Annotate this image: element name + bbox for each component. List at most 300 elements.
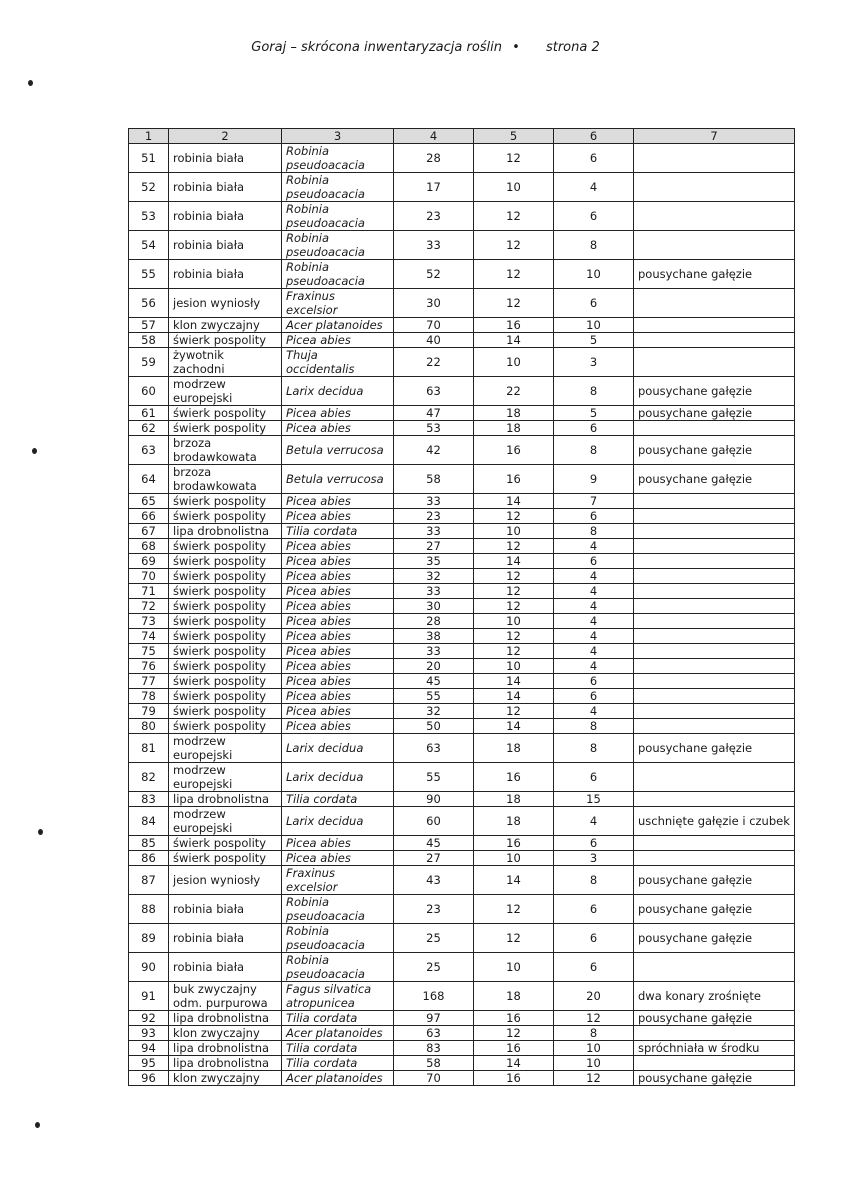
cell-remarks [634, 1056, 795, 1071]
cell-number: 74 [129, 629, 169, 644]
cell-latin-name: Picea abies [282, 406, 394, 421]
table-row [129, 584, 795, 599]
cell-value-5: 12 [474, 260, 554, 289]
cell-value-5: 12 [474, 924, 554, 953]
cell-value-6: 3 [554, 348, 634, 377]
cell-value-6: 4 [554, 807, 634, 836]
cell-value-4: 55 [394, 689, 474, 704]
cell-common-name: jesion wyniosły [169, 289, 282, 318]
cell-number: 79 [129, 704, 169, 719]
cell-value-4: 17 [394, 173, 474, 202]
cell-latin-name: Picea abies [282, 719, 394, 734]
cell-value-5: 12 [474, 569, 554, 584]
cell-number: 92 [129, 1011, 169, 1026]
cell-value-5: 10 [474, 614, 554, 629]
cell-latin-name: Picea abies [282, 836, 394, 851]
cell-value-4: 23 [394, 895, 474, 924]
cell-number: 64 [129, 465, 169, 494]
cell-number: 86 [129, 851, 169, 866]
cell-remarks [634, 421, 795, 436]
cell-remarks [634, 144, 795, 173]
cell-value-5: 12 [474, 539, 554, 554]
cell-remarks [634, 231, 795, 260]
table-row [129, 260, 795, 289]
cell-value-4: 50 [394, 719, 474, 734]
cell-value-5: 16 [474, 436, 554, 465]
cell-number: 70 [129, 569, 169, 584]
cell-remarks [634, 629, 795, 644]
table-row [129, 851, 795, 866]
table-row [129, 807, 795, 836]
cell-common-name: robinia biała [169, 260, 282, 289]
cell-latin-name: Tilia cordata [282, 524, 394, 539]
cell-value-4: 52 [394, 260, 474, 289]
table-row [129, 982, 795, 1011]
cell-value-5: 12 [474, 629, 554, 644]
cell-value-4: 45 [394, 674, 474, 689]
cell-remarks [634, 202, 795, 231]
cell-common-name: modrzew europejski [169, 763, 282, 792]
scan-speck [38, 829, 43, 835]
cell-value-4: 23 [394, 202, 474, 231]
cell-latin-name: Robinia pseudoacacia [282, 202, 394, 231]
cell-remarks: pousychane gałęzie [634, 924, 795, 953]
cell-latin-name: Tilia cordata [282, 1011, 394, 1026]
cell-value-5: 14 [474, 719, 554, 734]
cell-common-name: świerk pospolity [169, 614, 282, 629]
column-header: 5 [474, 129, 554, 144]
table-row [129, 629, 795, 644]
cell-remarks [634, 674, 795, 689]
cell-value-4: 97 [394, 1011, 474, 1026]
cell-value-5: 10 [474, 659, 554, 674]
cell-common-name: klon zwyczajny [169, 318, 282, 333]
cell-value-4: 53 [394, 421, 474, 436]
cell-remarks [634, 719, 795, 734]
cell-value-6: 4 [554, 704, 634, 719]
cell-value-6: 6 [554, 144, 634, 173]
cell-number: 93 [129, 1026, 169, 1041]
cell-value-5: 12 [474, 144, 554, 173]
cell-value-6: 3 [554, 851, 634, 866]
cell-latin-name: Picea abies [282, 644, 394, 659]
cell-value-4: 20 [394, 659, 474, 674]
cell-number: 66 [129, 509, 169, 524]
cell-value-4: 27 [394, 851, 474, 866]
cell-remarks [634, 599, 795, 614]
cell-number: 82 [129, 763, 169, 792]
cell-value-4: 70 [394, 1071, 474, 1086]
bullet-separator: • [512, 40, 520, 55]
cell-value-5: 22 [474, 377, 554, 406]
cell-number: 68 [129, 539, 169, 554]
cell-latin-name: Picea abies [282, 584, 394, 599]
cell-value-5: 16 [474, 1041, 554, 1056]
cell-number: 69 [129, 554, 169, 569]
column-header: 6 [554, 129, 634, 144]
cell-latin-name: Acer platanoides [282, 1026, 394, 1041]
cell-latin-name: Picea abies [282, 629, 394, 644]
page-header [0, 40, 851, 55]
cell-remarks [634, 704, 795, 719]
table-row [129, 1041, 795, 1056]
cell-common-name: świerk pospolity [169, 421, 282, 436]
cell-remarks [634, 289, 795, 318]
cell-number: 75 [129, 644, 169, 659]
cell-value-4: 27 [394, 539, 474, 554]
cell-value-4: 55 [394, 763, 474, 792]
cell-common-name: buk zwyczajny odm. purpurowa [169, 982, 282, 1011]
cell-number: 58 [129, 333, 169, 348]
column-header: 2 [169, 129, 282, 144]
cell-value-4: 58 [394, 465, 474, 494]
cell-latin-name: Picea abies [282, 554, 394, 569]
table-row [129, 599, 795, 614]
cell-value-4: 60 [394, 807, 474, 836]
table-row [129, 689, 795, 704]
cell-latin-name: Betula verrucosa [282, 436, 394, 465]
cell-latin-name: Picea abies [282, 333, 394, 348]
cell-value-4: 63 [394, 377, 474, 406]
cell-common-name: klon zwyczajny [169, 1071, 282, 1086]
cell-remarks [634, 539, 795, 554]
cell-value-5: 12 [474, 599, 554, 614]
cell-latin-name: Picea abies [282, 494, 394, 509]
column-header: 1 [129, 129, 169, 144]
cell-value-4: 32 [394, 704, 474, 719]
cell-value-6: 6 [554, 689, 634, 704]
table-row [129, 494, 795, 509]
table-row [129, 173, 795, 202]
cell-value-5: 18 [474, 421, 554, 436]
cell-latin-name: Picea abies [282, 689, 394, 704]
cell-common-name: żywotnik zachodni [169, 348, 282, 377]
table-row [129, 719, 795, 734]
inventory-table [128, 128, 795, 1086]
cell-common-name: świerk pospolity [169, 554, 282, 569]
cell-value-6: 8 [554, 231, 634, 260]
cell-number: 53 [129, 202, 169, 231]
cell-latin-name: Acer platanoides [282, 318, 394, 333]
cell-latin-name: Robinia pseudoacacia [282, 924, 394, 953]
cell-common-name: świerk pospolity [169, 509, 282, 524]
cell-value-5: 14 [474, 333, 554, 348]
cell-latin-name: Betula verrucosa [282, 465, 394, 494]
cell-value-4: 22 [394, 348, 474, 377]
cell-value-4: 43 [394, 866, 474, 895]
cell-common-name: świerk pospolity [169, 851, 282, 866]
cell-latin-name: Robinia pseudoacacia [282, 144, 394, 173]
cell-value-6: 4 [554, 539, 634, 554]
scan-speck [28, 80, 33, 86]
cell-common-name: robinia biała [169, 173, 282, 202]
cell-remarks [634, 836, 795, 851]
cell-common-name: świerk pospolity [169, 599, 282, 614]
cell-number: 56 [129, 289, 169, 318]
cell-latin-name: Fagus silvatica atropunicea [282, 982, 394, 1011]
cell-value-6: 4 [554, 569, 634, 584]
cell-value-6: 6 [554, 895, 634, 924]
cell-value-5: 16 [474, 1071, 554, 1086]
cell-common-name: lipa drobnolistna [169, 1041, 282, 1056]
cell-latin-name: Picea abies [282, 851, 394, 866]
cell-value-6: 15 [554, 792, 634, 807]
cell-common-name: modrzew europejski [169, 377, 282, 406]
cell-latin-name: Robinia pseudoacacia [282, 895, 394, 924]
table-row [129, 144, 795, 173]
table-row [129, 644, 795, 659]
cell-latin-name: Picea abies [282, 704, 394, 719]
table-row [129, 895, 795, 924]
cell-number: 67 [129, 524, 169, 539]
cell-value-6: 6 [554, 674, 634, 689]
cell-value-5: 18 [474, 734, 554, 763]
column-header: 4 [394, 129, 474, 144]
cell-latin-name: Larix decidua [282, 734, 394, 763]
cell-latin-name: Picea abies [282, 509, 394, 524]
cell-latin-name: Robinia pseudoacacia [282, 173, 394, 202]
cell-number: 51 [129, 144, 169, 173]
cell-value-4: 63 [394, 734, 474, 763]
cell-remarks [634, 494, 795, 509]
cell-value-4: 38 [394, 629, 474, 644]
cell-number: 88 [129, 895, 169, 924]
cell-value-4: 45 [394, 836, 474, 851]
cell-value-5: 12 [474, 1026, 554, 1041]
cell-common-name: robinia biała [169, 953, 282, 982]
cell-value-6: 4 [554, 644, 634, 659]
cell-value-5: 12 [474, 509, 554, 524]
table-row [129, 509, 795, 524]
cell-remarks: uschnięte gałęzie i czubek [634, 807, 795, 836]
cell-number: 72 [129, 599, 169, 614]
cell-common-name: klon zwyczajny [169, 1026, 282, 1041]
cell-value-4: 58 [394, 1056, 474, 1071]
cell-value-5: 10 [474, 851, 554, 866]
cell-remarks: pousychane gałęzie [634, 1071, 795, 1086]
table-row [129, 704, 795, 719]
table-row [129, 792, 795, 807]
cell-value-5: 14 [474, 494, 554, 509]
cell-remarks: pousychane gałęzie [634, 895, 795, 924]
cell-remarks [634, 953, 795, 982]
cell-latin-name: Picea abies [282, 659, 394, 674]
cell-value-6: 10 [554, 1056, 634, 1071]
cell-remarks [634, 763, 795, 792]
cell-remarks: pousychane gałęzie [634, 1011, 795, 1026]
cell-value-6: 4 [554, 614, 634, 629]
cell-value-6: 8 [554, 524, 634, 539]
cell-value-4: 90 [394, 792, 474, 807]
cell-remarks [634, 173, 795, 202]
cell-common-name: świerk pospolity [169, 644, 282, 659]
cell-remarks [634, 644, 795, 659]
cell-common-name: świerk pospolity [169, 494, 282, 509]
cell-number: 57 [129, 318, 169, 333]
table-body [129, 144, 795, 1086]
cell-number: 73 [129, 614, 169, 629]
cell-value-6: 6 [554, 836, 634, 851]
cell-value-5: 18 [474, 982, 554, 1011]
cell-value-4: 70 [394, 318, 474, 333]
cell-remarks [634, 1026, 795, 1041]
cell-common-name: świerk pospolity [169, 674, 282, 689]
cell-number: 83 [129, 792, 169, 807]
cell-common-name: modrzew europejski [169, 807, 282, 836]
cell-value-4: 47 [394, 406, 474, 421]
cell-value-4: 33 [394, 644, 474, 659]
cell-common-name: lipa drobnolistna [169, 1011, 282, 1026]
cell-number: 59 [129, 348, 169, 377]
cell-value-4: 32 [394, 569, 474, 584]
cell-number: 61 [129, 406, 169, 421]
cell-common-name: świerk pospolity [169, 689, 282, 704]
table-row [129, 1056, 795, 1071]
cell-latin-name: Larix decidua [282, 377, 394, 406]
cell-value-5: 10 [474, 348, 554, 377]
cell-value-4: 35 [394, 554, 474, 569]
cell-remarks [634, 792, 795, 807]
cell-value-6: 4 [554, 659, 634, 674]
cell-number: 63 [129, 436, 169, 465]
cell-value-5: 14 [474, 689, 554, 704]
cell-value-5: 16 [474, 465, 554, 494]
cell-number: 85 [129, 836, 169, 851]
cell-common-name: robinia biała [169, 144, 282, 173]
table-row [129, 674, 795, 689]
cell-remarks: pousychane gałęzie [634, 866, 795, 895]
cell-common-name: świerk pospolity [169, 659, 282, 674]
cell-value-4: 33 [394, 584, 474, 599]
cell-value-4: 42 [394, 436, 474, 465]
cell-number: 76 [129, 659, 169, 674]
cell-latin-name: Robinia pseudoacacia [282, 260, 394, 289]
cell-remarks: pousychane gałęzie [634, 260, 795, 289]
table-row [129, 465, 795, 494]
cell-value-4: 30 [394, 289, 474, 318]
cell-value-4: 63 [394, 1026, 474, 1041]
cell-common-name: robinia biała [169, 231, 282, 260]
scan-speck [32, 448, 37, 454]
cell-value-6: 4 [554, 584, 634, 599]
cell-value-6: 12 [554, 1011, 634, 1026]
cell-number: 65 [129, 494, 169, 509]
cell-latin-name: Thuja occidentalis [282, 348, 394, 377]
cell-value-4: 23 [394, 509, 474, 524]
cell-value-6: 4 [554, 599, 634, 614]
cell-value-6: 8 [554, 436, 634, 465]
cell-remarks [634, 348, 795, 377]
cell-number: 87 [129, 866, 169, 895]
cell-value-5: 18 [474, 807, 554, 836]
cell-value-4: 25 [394, 953, 474, 982]
cell-value-6: 6 [554, 509, 634, 524]
cell-value-4: 83 [394, 1041, 474, 1056]
table-row [129, 614, 795, 629]
table-row [129, 524, 795, 539]
cell-value-6: 6 [554, 421, 634, 436]
cell-value-6: 8 [554, 866, 634, 895]
cell-value-5: 14 [474, 554, 554, 569]
cell-number: 91 [129, 982, 169, 1011]
cell-latin-name: Tilia cordata [282, 1056, 394, 1071]
cell-common-name: świerk pospolity [169, 629, 282, 644]
cell-latin-name: Picea abies [282, 614, 394, 629]
table-row [129, 1071, 795, 1086]
cell-value-5: 10 [474, 953, 554, 982]
cell-remarks: pousychane gałęzie [634, 406, 795, 421]
cell-value-4: 25 [394, 924, 474, 953]
cell-value-6: 9 [554, 465, 634, 494]
table-row [129, 231, 795, 260]
cell-value-5: 12 [474, 644, 554, 659]
cell-value-6: 8 [554, 719, 634, 734]
cell-number: 60 [129, 377, 169, 406]
cell-remarks: pousychane gałęzie [634, 465, 795, 494]
cell-value-6: 5 [554, 333, 634, 348]
cell-common-name: świerk pospolity [169, 539, 282, 554]
page-number: strona 2 [545, 40, 600, 55]
cell-value-5: 12 [474, 584, 554, 599]
cell-remarks [634, 689, 795, 704]
table-row [129, 377, 795, 406]
scan-speck [35, 1122, 40, 1128]
table-row [129, 421, 795, 436]
cell-value-6: 6 [554, 202, 634, 231]
cell-value-6: 12 [554, 1071, 634, 1086]
cell-remarks: spróchniała w środku [634, 1041, 795, 1056]
cell-value-6: 4 [554, 173, 634, 202]
cell-value-4: 28 [394, 144, 474, 173]
cell-number: 95 [129, 1056, 169, 1071]
cell-common-name: robinia biała [169, 895, 282, 924]
column-header: 7 [634, 129, 795, 144]
cell-value-6: 6 [554, 554, 634, 569]
cell-remarks: pousychane gałęzie [634, 734, 795, 763]
cell-value-5: 12 [474, 704, 554, 719]
table-row [129, 318, 795, 333]
cell-value-6: 20 [554, 982, 634, 1011]
cell-number: 96 [129, 1071, 169, 1086]
cell-common-name: brzoza brodawkowata [169, 436, 282, 465]
cell-latin-name: Robinia pseudoacacia [282, 953, 394, 982]
cell-common-name: jesion wyniosły [169, 866, 282, 895]
cell-value-5: 14 [474, 1056, 554, 1071]
cell-value-5: 16 [474, 318, 554, 333]
cell-remarks [634, 554, 795, 569]
cell-number: 78 [129, 689, 169, 704]
cell-value-4: 33 [394, 494, 474, 509]
cell-number: 84 [129, 807, 169, 836]
cell-common-name: robinia biała [169, 924, 282, 953]
cell-latin-name: Picea abies [282, 421, 394, 436]
cell-number: 89 [129, 924, 169, 953]
cell-value-5: 14 [474, 866, 554, 895]
table-row [129, 436, 795, 465]
table-row [129, 1026, 795, 1041]
cell-remarks: dwa konary zrośnięte [634, 982, 795, 1011]
cell-value-4: 30 [394, 599, 474, 614]
cell-value-6: 10 [554, 1041, 634, 1056]
cell-latin-name: Picea abies [282, 569, 394, 584]
document-title: Goraj – skrócona inwentaryzacja roślin [251, 40, 503, 55]
cell-latin-name: Acer platanoides [282, 1071, 394, 1086]
cell-remarks [634, 569, 795, 584]
cell-common-name: modrzew europejski [169, 734, 282, 763]
cell-value-6: 10 [554, 318, 634, 333]
table-row [129, 763, 795, 792]
table-row [129, 202, 795, 231]
